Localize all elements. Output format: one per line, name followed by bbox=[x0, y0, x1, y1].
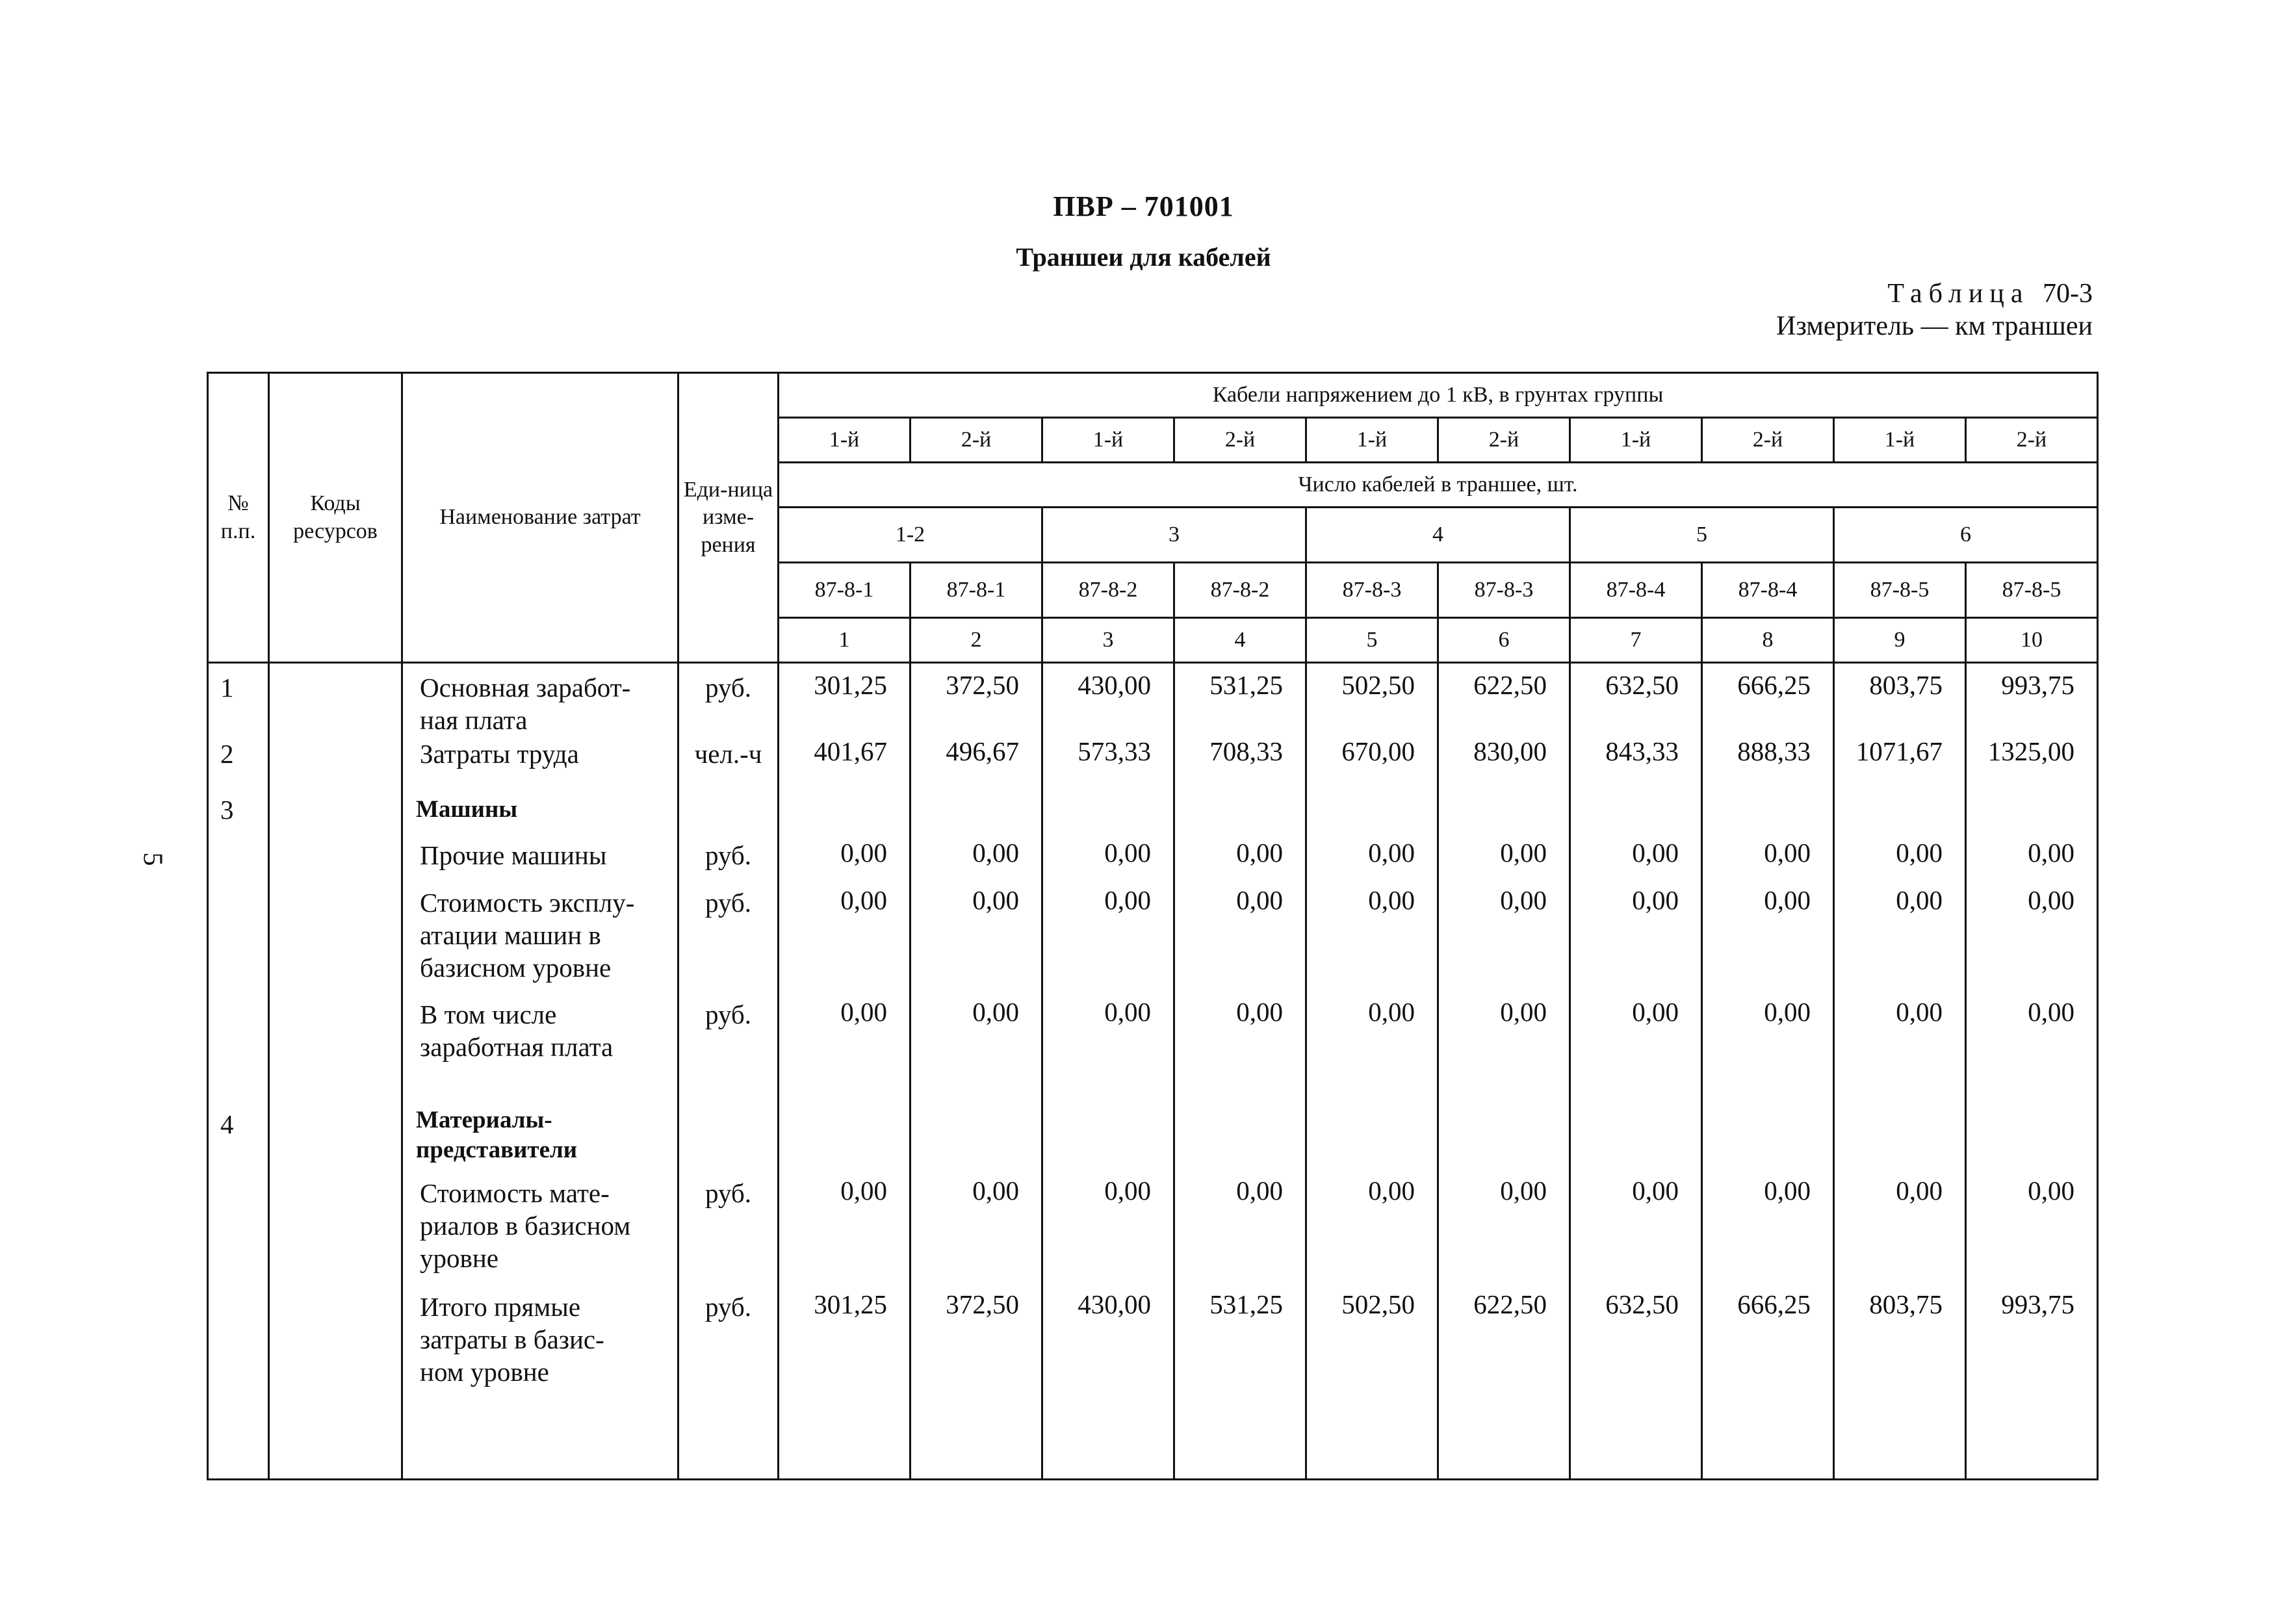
cell-value: 0,00 bbox=[1896, 997, 1943, 1027]
cell-value: 0,00 bbox=[1896, 885, 1943, 915]
cell-value: 0,00 bbox=[972, 885, 1019, 915]
document-subtitle: Траншеи для кабелей bbox=[1016, 242, 1271, 272]
cell-value: 0,00 bbox=[1632, 1176, 1679, 1205]
cell-value: 0,00 bbox=[1368, 885, 1415, 915]
cell-value: 0,00 bbox=[1500, 997, 1547, 1027]
cell-value: 632,50 bbox=[1605, 670, 1679, 700]
cell-value: 0,00 bbox=[2028, 1176, 2075, 1205]
cell-value: 1325,00 bbox=[1987, 736, 2075, 766]
value-column bbox=[1174, 663, 1306, 1480]
cell-value: 0,00 bbox=[2028, 997, 2075, 1027]
cell-value: 830,00 bbox=[1473, 736, 1547, 766]
cell-value: 0,00 bbox=[840, 838, 887, 868]
header-unit: Еди-ница изме-рения bbox=[678, 373, 779, 663]
table-number bbox=[1887, 278, 2093, 309]
value-column bbox=[1042, 663, 1174, 1480]
cost-name: представители bbox=[416, 1137, 578, 1163]
table-number-value: 70-3 bbox=[2043, 279, 2093, 309]
norm-code-cell: 87-8-2 bbox=[1174, 563, 1306, 618]
column-number-cell: 6 bbox=[1438, 618, 1570, 663]
row-number: 3 bbox=[220, 795, 234, 825]
cost-name: Итого прямые bbox=[420, 1292, 581, 1322]
cell-value: 0,00 bbox=[1896, 838, 1943, 868]
cell-value: 0,00 bbox=[1764, 885, 1811, 915]
cell-value: 1071,67 bbox=[1855, 736, 1943, 766]
value-column bbox=[1306, 663, 1438, 1480]
cell-value: 670,00 bbox=[1341, 736, 1415, 766]
cable-count-cell: 6 bbox=[1834, 508, 2098, 563]
cost-name: Машины bbox=[416, 796, 518, 823]
cell-value: 0,00 bbox=[1632, 997, 1679, 1027]
cell-value: 0,00 bbox=[840, 997, 887, 1027]
page-number: 5 bbox=[137, 852, 168, 866]
header-cable-count: Число кабелей в траншее, шт. bbox=[779, 463, 2098, 508]
cell-value: 0,00 bbox=[1368, 997, 1415, 1027]
cable-count-cell: 3 bbox=[1042, 508, 1306, 563]
cost-name: Прочие машины bbox=[420, 840, 607, 870]
soil-group-cell: 2-й bbox=[1438, 418, 1570, 463]
cell-value: 993,75 bbox=[2001, 1289, 2075, 1319]
soil-group-cell: 1-й bbox=[1042, 418, 1174, 463]
cost-name: заработная плата bbox=[420, 1032, 614, 1062]
cell-value: 502,50 bbox=[1341, 670, 1415, 700]
cell-value: 430,00 bbox=[1078, 670, 1151, 700]
cell-value: 0,00 bbox=[972, 838, 1019, 868]
unit-value: руб. bbox=[704, 999, 752, 1029]
norm-code-cell: 87-8-3 bbox=[1438, 563, 1570, 618]
norm-code-cell: 87-8-2 bbox=[1042, 563, 1174, 618]
soil-group-cell: 2-й bbox=[1966, 418, 2098, 463]
cell-value: 0,00 bbox=[972, 997, 1019, 1027]
cost-name: ная плата bbox=[420, 705, 528, 735]
cell-value: 0,00 bbox=[1368, 838, 1415, 868]
cost-name: В том числе bbox=[420, 999, 557, 1029]
cell-value: 843,33 bbox=[1605, 736, 1679, 766]
cell-value: 430,00 bbox=[1078, 1289, 1151, 1319]
column-number-cell: 8 bbox=[1702, 618, 1834, 663]
measure-unit: Измеритель — км траншеи bbox=[1776, 311, 2093, 341]
cell-value: 301,25 bbox=[814, 1289, 887, 1319]
cable-count-cell: 5 bbox=[1570, 508, 1834, 563]
cell-value: 0,00 bbox=[972, 1176, 1019, 1205]
unit-value: чел.-ч bbox=[694, 739, 762, 769]
cost-name: Стоимость мате- bbox=[420, 1178, 610, 1208]
row-number: 2 bbox=[220, 739, 234, 769]
cell-value: 0,00 bbox=[1632, 885, 1679, 915]
unit-value: руб. bbox=[704, 888, 752, 918]
cost-name: Затраты труда bbox=[420, 739, 579, 769]
unit-value: руб. bbox=[704, 673, 752, 702]
value-column bbox=[1966, 663, 2098, 1480]
soil-group-cell: 2-й bbox=[1702, 418, 1834, 463]
column-number-cell: 10 bbox=[1966, 618, 2098, 663]
codes-column bbox=[269, 663, 402, 1480]
value-column bbox=[911, 663, 1042, 1480]
cell-value: 0,00 bbox=[1764, 838, 1811, 868]
cost-name: Основная заработ- bbox=[420, 673, 631, 702]
header-name: Наименование затрат bbox=[402, 373, 678, 663]
cell-value: 372,50 bbox=[946, 670, 1019, 700]
value-column bbox=[1570, 663, 1702, 1480]
cell-value: 0,00 bbox=[1500, 885, 1547, 915]
cell-value: 0,00 bbox=[2028, 885, 2075, 915]
norm-code-cell: 87-8-3 bbox=[1306, 563, 1438, 618]
cell-value: 0,00 bbox=[1104, 997, 1151, 1027]
cell-value: 0,00 bbox=[1500, 1176, 1547, 1205]
soil-group-cell: 2-й bbox=[911, 418, 1042, 463]
cell-value: 622,50 bbox=[1473, 1289, 1547, 1319]
soil-group-cell: 1-й bbox=[1306, 418, 1438, 463]
cell-value: 708,33 bbox=[1209, 736, 1283, 766]
soil-group-cell: 1-й bbox=[779, 418, 911, 463]
cell-value: 0,00 bbox=[1764, 997, 1811, 1027]
norm-code-cell: 87-8-5 bbox=[1966, 563, 2098, 618]
row-number: 1 bbox=[220, 673, 234, 702]
cell-value: 531,25 bbox=[1209, 1289, 1283, 1319]
cell-value: 0,00 bbox=[1368, 1176, 1415, 1205]
cell-value: 401,67 bbox=[814, 736, 887, 766]
cost-name: атации машин в bbox=[420, 920, 601, 950]
cost-name: Стоимость эксплу- bbox=[420, 888, 635, 918]
cost-table bbox=[207, 372, 2099, 1480]
document-code: ПВР – 701001 bbox=[1053, 190, 1234, 222]
cell-value: 0,00 bbox=[1764, 1176, 1811, 1205]
cell-value: 0,00 bbox=[1632, 838, 1679, 868]
cell-value: 502,50 bbox=[1341, 1289, 1415, 1319]
cell-value: 0,00 bbox=[1104, 838, 1151, 868]
cell-value: 666,25 bbox=[1737, 1289, 1811, 1319]
soil-group-cell: 2-й bbox=[1174, 418, 1306, 463]
cell-value: 573,33 bbox=[1078, 736, 1151, 766]
header-codes: Коды ресурсов bbox=[269, 373, 402, 663]
cell-value: 0,00 bbox=[1236, 838, 1283, 868]
cell-value: 0,00 bbox=[840, 1176, 887, 1205]
num-column bbox=[208, 663, 269, 1480]
cell-value: 301,25 bbox=[814, 670, 887, 700]
norm-code-cell: 87-8-4 bbox=[1702, 563, 1834, 618]
cost-name: базисном уровне bbox=[420, 953, 612, 983]
cell-value: 0,00 bbox=[1500, 838, 1547, 868]
row-number: 4 bbox=[220, 1109, 234, 1139]
name-column bbox=[402, 663, 678, 1480]
cell-value: 888,33 bbox=[1737, 736, 1811, 766]
header-num: № п.п. bbox=[208, 373, 269, 663]
table-label: Таблица bbox=[1887, 279, 2030, 309]
cell-value: 0,00 bbox=[840, 885, 887, 915]
unit-value: руб. bbox=[704, 840, 752, 870]
value-column bbox=[1834, 663, 1966, 1480]
cell-value: 622,50 bbox=[1473, 670, 1547, 700]
cell-value: 372,50 bbox=[946, 1289, 1019, 1319]
cell-value: 0,00 bbox=[1236, 997, 1283, 1027]
unit-value: руб. bbox=[704, 1292, 752, 1322]
value-column bbox=[1438, 663, 1570, 1480]
column-number-cell: 5 bbox=[1306, 618, 1438, 663]
column-number-cell: 9 bbox=[1834, 618, 1966, 663]
norm-code-cell: 87-8-5 bbox=[1834, 563, 1966, 618]
soil-group-cell: 1-й bbox=[1834, 418, 1966, 463]
cell-value: 803,75 bbox=[1869, 670, 1943, 700]
cost-name: риалов в базисном bbox=[420, 1211, 631, 1241]
norm-code-cell: 87-8-4 bbox=[1570, 563, 1702, 618]
cell-value: 0,00 bbox=[1104, 1176, 1151, 1205]
cell-value: 666,25 bbox=[1737, 670, 1811, 700]
cell-value: 632,50 bbox=[1605, 1289, 1679, 1319]
column-number-cell: 2 bbox=[911, 618, 1042, 663]
unit-value: руб. bbox=[704, 1178, 752, 1208]
norm-code-cell: 87-8-1 bbox=[911, 563, 1042, 618]
cell-value: 803,75 bbox=[1869, 1289, 1943, 1319]
cost-name: Материалы- bbox=[416, 1107, 552, 1133]
column-number-cell: 3 bbox=[1042, 618, 1174, 663]
cost-name: затраты в базис- bbox=[420, 1324, 604, 1354]
cell-value: 0,00 bbox=[1236, 885, 1283, 915]
cell-value: 0,00 bbox=[1236, 1176, 1283, 1205]
cell-value: 496,67 bbox=[946, 736, 1019, 766]
cell-value: 0,00 bbox=[1896, 1176, 1943, 1205]
column-number-cell: 1 bbox=[779, 618, 911, 663]
cell-value: 993,75 bbox=[2001, 670, 2075, 700]
norm-code-cell: 87-8-1 bbox=[779, 563, 911, 618]
cost-name: ном уровне bbox=[420, 1357, 549, 1387]
unit-column bbox=[678, 663, 779, 1480]
cost-name: уровне bbox=[420, 1243, 498, 1273]
value-column bbox=[1702, 663, 1834, 1480]
soil-group-cell: 1-й bbox=[1570, 418, 1702, 463]
value-column bbox=[779, 663, 911, 1480]
cable-count-cell: 4 bbox=[1306, 508, 1570, 563]
column-number-cell: 7 bbox=[1570, 618, 1702, 663]
cell-value: 531,25 bbox=[1209, 670, 1283, 700]
cable-count-cell: 1-2 bbox=[779, 508, 1042, 563]
column-number-cell: 4 bbox=[1174, 618, 1306, 663]
table-body bbox=[208, 663, 2098, 1480]
header-voltage: Кабели напряжением до 1 кВ, в грунтах группы bbox=[779, 373, 2098, 418]
cell-value: 0,00 bbox=[2028, 838, 2075, 868]
cell-value: 0,00 bbox=[1104, 885, 1151, 915]
